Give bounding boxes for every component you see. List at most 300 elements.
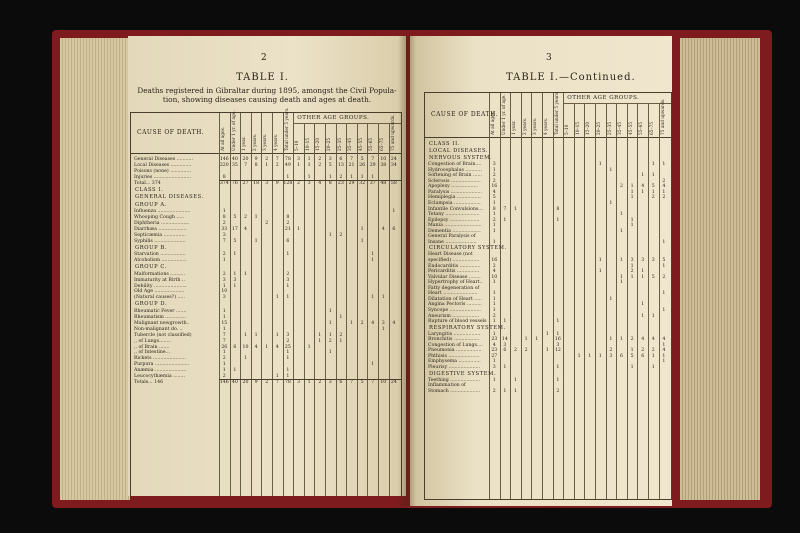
cell-value: 2: [318, 162, 322, 168]
cell-value: 1: [307, 174, 311, 180]
row-label: Diarrhœa ...................: [134, 226, 187, 232]
cell-value: 1: [619, 228, 623, 234]
cell-value: 26: [359, 162, 366, 168]
cell-value: 1: [641, 189, 645, 195]
column-header: Total under 5 years.: [554, 91, 560, 135]
cell-value: 1: [619, 212, 623, 218]
total-rule: [219, 180, 401, 181]
row-label: Apoplexy ..................: [428, 184, 479, 190]
cell-value: 1: [492, 239, 496, 245]
cell-value: 1: [492, 280, 496, 286]
row-label: Rheumatism ..............: [134, 314, 187, 320]
column-header: 1 year.: [512, 120, 518, 135]
cell-value: 5: [233, 238, 237, 244]
column-line: [627, 103, 628, 499]
row-label: Whooping Cough .....: [134, 215, 184, 221]
cell-value: 1: [360, 226, 364, 232]
section-heading: GENERAL DISEASES.: [135, 194, 204, 201]
cell-value: 1: [265, 162, 269, 168]
cell-value: 58: [390, 180, 397, 186]
row-label: Malformations ..........: [134, 271, 186, 277]
cell-value: 1: [662, 162, 666, 168]
cell-value: 1: [349, 174, 353, 180]
cell-value: 35: [231, 162, 238, 168]
cell-value: 10: [242, 344, 249, 350]
cell-value: 2: [524, 348, 528, 354]
cell-value: 1: [243, 356, 247, 362]
cell-value: 1: [630, 274, 634, 280]
cell-value: 1: [275, 374, 279, 380]
cell-value: 6: [619, 353, 623, 359]
cell-value: 2: [339, 232, 343, 238]
row-label: Tubercle (not classified): [134, 332, 192, 338]
column-header: 25–35: [607, 121, 613, 135]
column-line: [251, 113, 252, 496]
cell-value: 2: [222, 374, 226, 380]
column-line: [563, 93, 564, 499]
cell-value: 1: [513, 377, 517, 383]
row-label: Aneurism ..................: [428, 313, 480, 319]
cell-value: 4: [662, 348, 666, 354]
cell-value: 1: [630, 195, 634, 201]
cell-value: 1: [286, 374, 290, 380]
page-number: 3: [546, 53, 552, 63]
cell-value: 1: [641, 274, 645, 280]
column-header: 3 years.: [263, 133, 269, 151]
cell-value: 2: [286, 338, 290, 344]
cell-value: 1: [662, 239, 666, 245]
column-header: Under 1 yr. of age.: [501, 94, 507, 135]
cell-value: 1: [492, 291, 496, 297]
cell-value: 1: [371, 295, 375, 301]
cell-value: 1: [222, 362, 226, 368]
cell-value: 1: [630, 223, 634, 229]
cell-value: 2: [222, 271, 226, 277]
cell-value: 1: [492, 223, 496, 229]
row-label: Influenza ......................: [134, 209, 191, 215]
row-label: Phthisis .....................: [428, 353, 480, 359]
cell-value: 2: [318, 380, 322, 386]
cell-value: 10: [380, 380, 387, 386]
cell-value: 4: [662, 184, 666, 190]
section-heading: GROUP B.: [135, 244, 168, 251]
cell-value: 3: [609, 353, 613, 359]
cell-value: 4: [254, 344, 258, 350]
cell-value: 2: [492, 173, 496, 179]
header-separator: [425, 137, 671, 138]
cell-value: 2: [556, 388, 560, 394]
row-label: Hydrocephalus ...........: [428, 167, 482, 173]
cell-value: 1: [641, 173, 645, 179]
cell-value: 1: [598, 353, 602, 359]
other-age-groups-header: OTHER AGE GROUPS.: [567, 95, 640, 101]
cell-value: 3: [296, 380, 300, 386]
cell-value: 1: [619, 337, 623, 343]
deaths-table-continued: [424, 92, 672, 500]
cell-value: 2: [492, 178, 496, 184]
cell-value: 7: [275, 157, 279, 162]
cell-value: 4: [275, 344, 279, 350]
right-page: [410, 36, 672, 506]
book-gutter: [398, 36, 416, 506]
cell-value: 374: [219, 180, 229, 186]
cell-value: 12: [554, 348, 561, 354]
cell-value: 7: [349, 157, 353, 162]
cell-value: 1: [254, 215, 258, 221]
cell-value: 2: [492, 217, 496, 223]
cell-value: 1: [513, 206, 517, 212]
row-label: Infantile Convulsions...: [428, 206, 483, 212]
column-header: At all ages.: [491, 110, 496, 135]
cell-value: 9: [254, 380, 258, 386]
column-header: 75 and upwards.: [660, 98, 666, 135]
cell-value: 1: [662, 353, 666, 359]
row-label: General Diseases ...........: [134, 157, 194, 162]
cell-value: 40: [231, 380, 238, 386]
column-header: 20–25: [327, 137, 332, 151]
cell-value: 10: [221, 289, 228, 295]
cell-value: 1: [381, 326, 385, 332]
cell-value: 1: [349, 320, 353, 326]
column-header: 10–15: [305, 137, 311, 151]
cell-value: 48: [380, 180, 387, 186]
row-label: Injuries .........................: [134, 174, 192, 180]
total-rule: [219, 379, 401, 380]
column-line: [531, 93, 532, 499]
cell-value: 17: [231, 226, 238, 232]
cell-value: 1: [492, 296, 496, 302]
cell-value: 1: [492, 167, 496, 173]
cell-value: 1: [545, 348, 549, 354]
cell-value: 23: [337, 180, 344, 186]
cell-value: 1: [630, 348, 634, 354]
column-header: 45–55: [628, 121, 634, 135]
column-line: [510, 93, 511, 499]
cell-value: 2: [641, 348, 645, 354]
cell-value: 8: [328, 180, 332, 186]
column-line: [219, 113, 220, 496]
section-heading: CLASS I.: [135, 186, 164, 193]
caption-line-2: tion, showing diseases causing death and ages at death.: [162, 95, 372, 104]
cell-value: 4: [641, 184, 645, 190]
row-label: Epilepsy ....................: [428, 217, 480, 223]
cell-value: 4: [381, 226, 385, 232]
cell-value: 1: [662, 291, 666, 297]
cell-value: 1: [662, 307, 666, 313]
cell-value: 5: [630, 353, 634, 359]
cell-value: 1: [641, 302, 645, 308]
row-label: Starvation .................: [134, 252, 186, 258]
cell-value: 1: [222, 326, 226, 332]
cell-value: 1: [503, 319, 507, 325]
cell-value: 1: [651, 364, 655, 370]
cell-value: 2: [286, 221, 290, 226]
row-label: Teething ....................: [428, 377, 481, 383]
cell-value: 1: [598, 258, 602, 263]
cell-value: 1: [577, 353, 581, 359]
cell-value: 6: [641, 353, 645, 359]
cell-value: 1: [371, 174, 375, 180]
cell-value: 24: [390, 380, 397, 386]
cell-value: 8: [492, 206, 496, 212]
row-label: Congestion of Brain....: [428, 162, 482, 168]
row-label: Mania .........................: [428, 223, 482, 229]
left-page-edges: [60, 38, 130, 500]
row-label: (Natural causes?) .....: [134, 295, 185, 301]
column-header: 15–20: [316, 137, 322, 151]
cell-value: 5: [328, 162, 332, 168]
cell-value: 1: [371, 252, 375, 258]
row-label: Stomach ....................: [428, 388, 481, 394]
cell-value: 1: [243, 332, 247, 338]
cell-value: 1: [275, 295, 279, 301]
cell-value: 1: [641, 313, 645, 319]
cell-value: 1: [233, 283, 237, 289]
cell-value: 7: [349, 380, 353, 386]
cell-value: 1: [492, 331, 496, 337]
row-label: Fatty degeneration of: [428, 285, 480, 291]
cell-value: 1: [318, 332, 322, 338]
header-separator: [131, 153, 401, 154]
cell-value: 1: [556, 377, 560, 383]
cell-value: 23: [491, 348, 498, 354]
column-line: [637, 103, 638, 499]
row-label: Alcoholism .................: [134, 258, 187, 264]
row-label: Pericarditis ...............: [428, 269, 480, 275]
cell-value: 1: [222, 314, 226, 320]
row-label: Congestion of Lungs....: [428, 342, 483, 348]
cell-value: 1: [286, 283, 290, 289]
cell-value: 6: [339, 157, 343, 162]
cell-value: 5: [662, 258, 666, 263]
cell-value: 4: [651, 337, 655, 343]
row-label: specified) ..................: [428, 258, 480, 263]
cell-value: 7: [503, 206, 507, 212]
row-label: ,, of Brain .......: [134, 344, 170, 350]
cell-value: 1: [598, 269, 602, 275]
cell-value: 13: [337, 162, 344, 168]
row-label: Anæmia .....................: [134, 368, 187, 374]
cell-value: 6: [233, 344, 237, 350]
cell-value: 1: [630, 184, 634, 190]
cell-value: 37: [369, 180, 376, 186]
cell-value: 1: [286, 252, 290, 258]
cell-value: 1: [662, 189, 666, 195]
cell-value: 1: [254, 238, 258, 244]
cell-value: 5: [651, 274, 655, 280]
row-label: Rupture of blood vessels: [428, 319, 487, 325]
cell-value: 78: [284, 380, 291, 386]
cell-value: 2: [651, 195, 655, 201]
cell-value: 1: [307, 162, 311, 168]
cell-value: 1: [651, 189, 655, 195]
cell-value: 1: [651, 313, 655, 319]
cell-value: 8: [286, 215, 290, 221]
cell-value: 1: [222, 308, 226, 314]
cell-value: 8: [254, 162, 258, 168]
cell-value: 3: [222, 295, 226, 301]
cell-value: 1: [651, 162, 655, 168]
row-label: Angina Pectoris ..........: [428, 302, 482, 308]
cell-value: 1: [609, 201, 613, 206]
cell-value: 1: [254, 332, 258, 338]
cell-value: 1: [275, 332, 279, 338]
cell-value: 27: [242, 180, 249, 186]
cell-value: 2: [619, 184, 623, 190]
cell-value: 3: [286, 332, 290, 338]
cell-value: 1: [662, 342, 666, 348]
cell-value: 1: [328, 320, 332, 326]
cell-value: 3: [492, 364, 496, 370]
row-label: ,, of Intestine...: [134, 350, 171, 356]
section-heading: GROUP D.: [135, 301, 168, 308]
cell-value: 1: [556, 217, 560, 223]
cell-value: 7: [371, 157, 375, 162]
column-header: 2 years.: [522, 117, 528, 135]
column-header: 35–45: [348, 137, 354, 151]
cell-value: 3: [222, 232, 226, 238]
cell-value: 1: [233, 252, 237, 258]
cell-value: 2: [630, 269, 634, 275]
cell-value: 16: [491, 258, 498, 263]
cell-value: 16: [491, 184, 498, 190]
cell-value: 2: [222, 221, 226, 226]
cell-value: 2: [651, 348, 655, 354]
cell-value: 220: [219, 162, 229, 168]
cell-value: 2: [630, 337, 634, 343]
cell-value: 21: [284, 226, 291, 232]
row-label: ,, of Lungs........: [134, 338, 171, 344]
row-label: Malignant newgrowth..: [134, 320, 190, 326]
cell-value: 8: [222, 174, 226, 180]
cell-value: 1: [556, 331, 560, 337]
row-label: Purpura .......................: [134, 362, 190, 368]
column-header: 4 years.: [274, 133, 279, 151]
cell-value: 1: [503, 388, 507, 394]
cell-value: 3: [296, 157, 300, 162]
cell-value: 1: [630, 217, 634, 223]
cell-value: 1: [630, 189, 634, 195]
cell-value: 1: [630, 263, 634, 269]
row-label: Septicæmia ...............: [134, 232, 186, 238]
cell-value: 34: [390, 162, 397, 168]
cell-value: 2: [265, 380, 269, 386]
row-label: Heart Disease (not: [428, 252, 473, 258]
column-header: 3 years.: [533, 117, 539, 135]
row-label: Leucocythæmia ........: [134, 374, 186, 380]
cell-value: 3: [651, 258, 655, 263]
row-label: Inflammation of: [428, 383, 466, 389]
cell-value: 3: [641, 258, 645, 263]
cell-value: 9: [275, 180, 279, 186]
cell-value: 4: [492, 269, 496, 275]
cell-value: 2: [328, 338, 332, 344]
row-label: Local Diseases ..............: [134, 162, 192, 168]
cell-value: 4: [392, 320, 396, 326]
table-title: TABLE I.: [236, 72, 289, 83]
cell-value: 1: [371, 362, 375, 368]
cell-value: 3: [307, 180, 311, 186]
cell-value: 1: [662, 359, 666, 365]
cell-value: 1: [328, 332, 332, 338]
section-heading: CLASS II.: [429, 141, 460, 147]
cell-value: 4: [371, 320, 375, 326]
column-line: [542, 93, 543, 499]
cell-value: 25: [284, 344, 291, 350]
cell-value: 6: [392, 226, 396, 232]
column-header: 5–10: [295, 140, 301, 151]
cell-value: 1: [360, 238, 364, 244]
row-label: Rickets ......................: [134, 356, 186, 362]
row-label: Totals... 146: [134, 380, 164, 386]
column-line: [293, 113, 294, 496]
column-line: [521, 93, 522, 499]
cell-value: 1: [371, 258, 375, 264]
row-label: Laryngitis ..................: [428, 331, 481, 337]
cell-value: 2: [609, 348, 613, 354]
row-label: Heart .......................: [428, 291, 478, 297]
cell-value: 2: [222, 252, 226, 258]
table-caption: [128, 86, 406, 104]
row-label: General Paralysis of: [428, 234, 476, 240]
cell-value: 1: [630, 364, 634, 370]
cell-value: 1: [556, 319, 560, 325]
cell-value: 1: [651, 173, 655, 179]
cell-value: 2: [339, 174, 343, 180]
cell-value: 2: [662, 178, 666, 184]
cell-value: 4: [492, 189, 496, 195]
row-label: Endocarditis ..............: [428, 263, 481, 269]
cell-value: 1: [328, 308, 332, 314]
column-header: Under 1 yr. of age.: [231, 110, 237, 151]
column-line: [272, 113, 273, 496]
cell-value: 1: [360, 174, 364, 180]
cell-value: 1: [307, 157, 311, 162]
cell-value: 26: [221, 344, 228, 350]
cell-value: 1: [492, 359, 496, 365]
cell-value: 1: [588, 353, 592, 359]
cell-value: 1: [513, 388, 517, 394]
cell-value: 1: [609, 296, 613, 302]
other-age-groups-header: OTHER AGE GROUPS.: [297, 115, 370, 121]
deaths-table: [130, 107, 402, 496]
column-line: [574, 103, 575, 499]
cause-header: CAUSE OF DEATH.: [431, 111, 499, 118]
cell-value: 1: [339, 314, 343, 320]
cell-value: 1: [492, 302, 496, 308]
cell-value: 3: [381, 320, 385, 326]
column-header: 25–35: [337, 137, 343, 151]
cell-value: 1: [598, 162, 602, 168]
row-label: Debility ......................: [134, 283, 187, 289]
cell-value: 49: [284, 162, 291, 168]
cell-value: 1: [619, 280, 623, 286]
cell-value: 1: [286, 368, 290, 374]
cell-value: 1: [318, 338, 322, 344]
cell-value: 7: [222, 332, 226, 338]
column-header: Total under 5 years.: [284, 107, 290, 151]
cell-value: 5: [360, 380, 364, 386]
cell-value: 5: [651, 184, 655, 190]
cell-value: 40: [231, 157, 238, 162]
cell-value: 1: [556, 364, 560, 370]
column-header: 10–15: [575, 121, 581, 135]
left-page: [128, 36, 406, 496]
cell-value: 2: [296, 180, 300, 186]
row-label: Old Age ....................: [134, 289, 185, 295]
cell-value: 1: [222, 209, 226, 215]
section-heading: LOCAL DISEASES.: [429, 148, 489, 155]
